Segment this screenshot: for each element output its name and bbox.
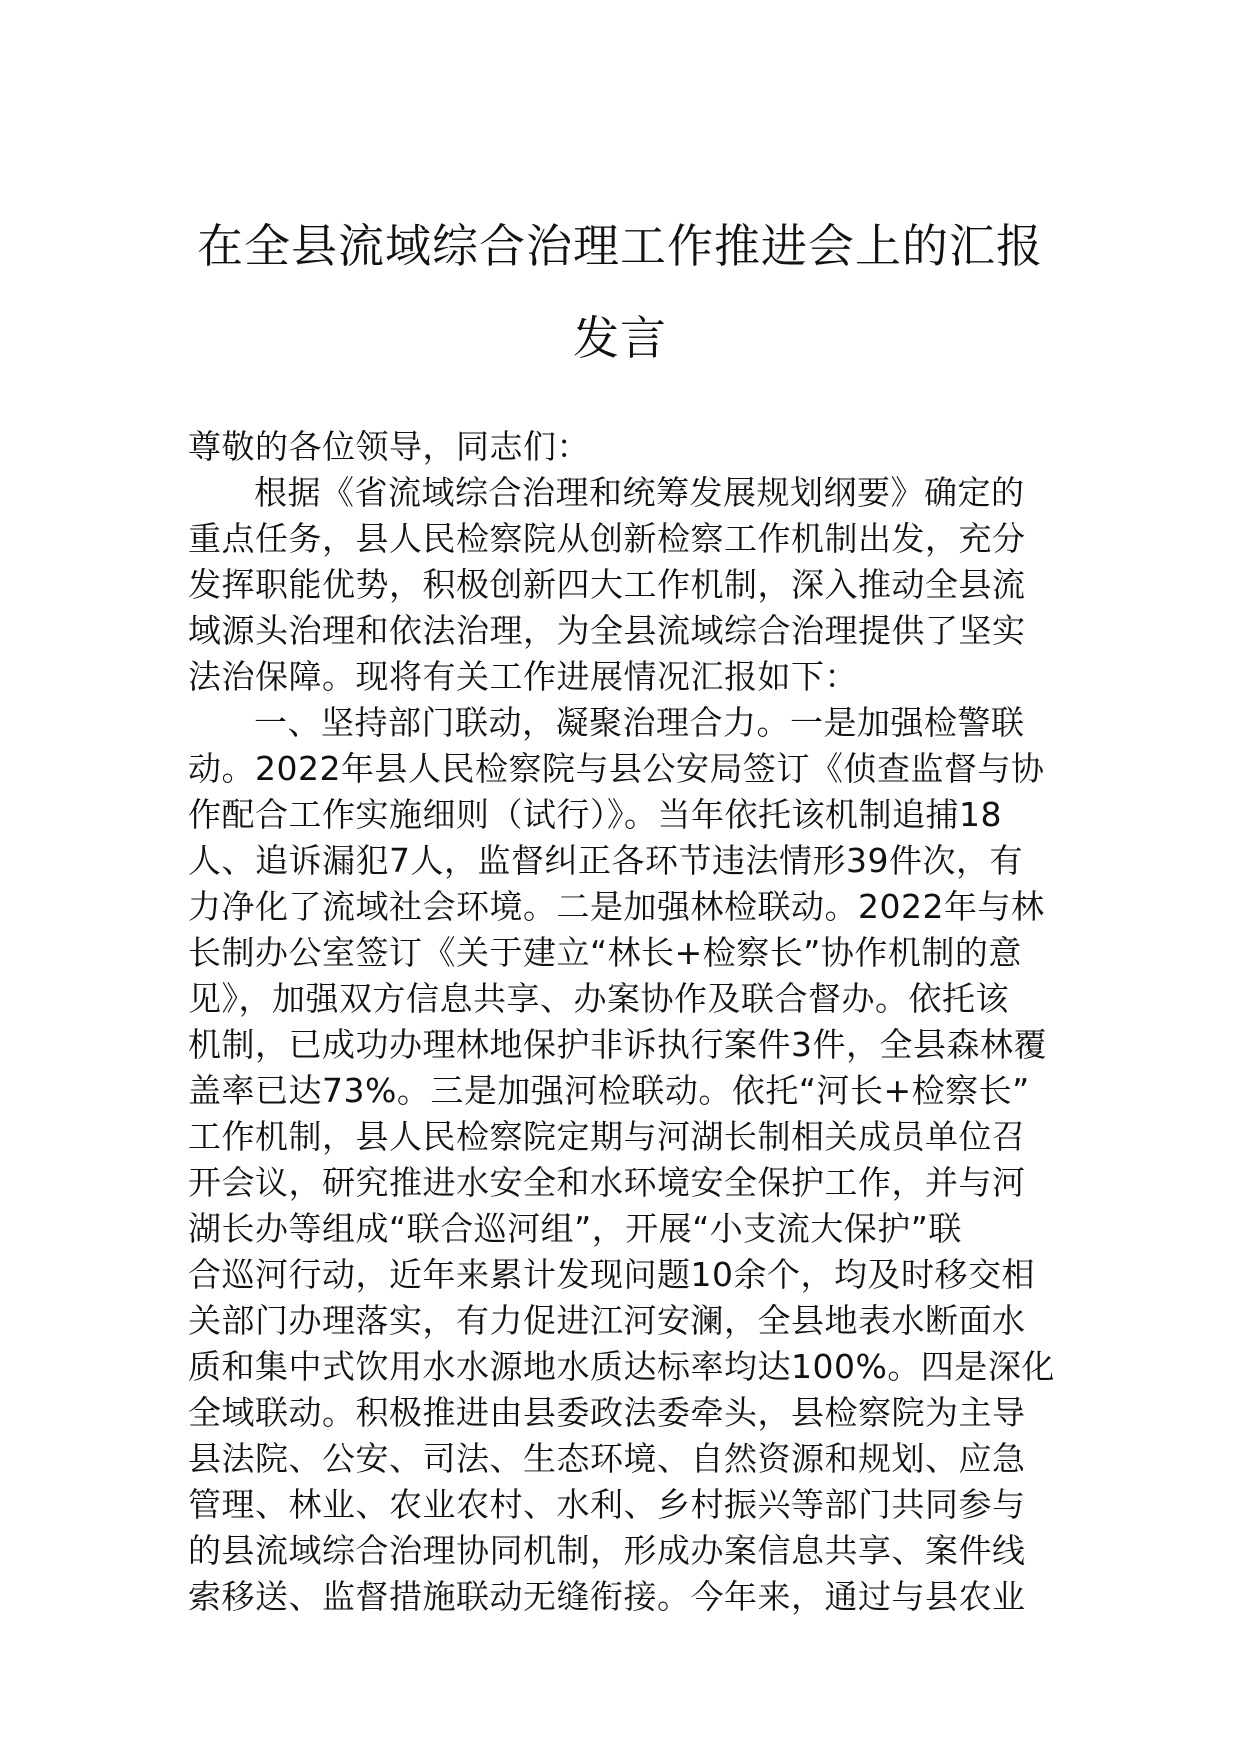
paragraph-line: 法治保障。现将有关工作进展情况汇报如下： <box>188 657 858 696</box>
paragraph-line: 长制办公室签订《关于建立“林长+检察长”协作机制的意 <box>188 933 1022 972</box>
paragraph-line: 力净化了流域社会环境。二是加强林检联动。2022年与林 <box>188 887 1045 926</box>
paragraph-line: 开会议，研究推进水安全和水环境安全保护工作，并与河 <box>188 1163 1026 1202</box>
paragraph-line: 盖率已达73%。三是加强河检联动。依托“河长+检察长” <box>188 1071 1030 1110</box>
paragraph-line: 一、坚持部门联动，凝聚治理合力。一是加强检警联 <box>254 703 1025 742</box>
paragraph-line: 重点任务，县人民检察院从创新检察工作机制出发，充分 <box>188 519 1026 558</box>
paragraph-line: 湖长办等组成“联合巡河组”，开展“小支流大保护”联 <box>188 1209 962 1248</box>
paragraph-line: 质和集中式饮用水水源地水质达标率均达100%。四是深化 <box>188 1347 1055 1386</box>
paragraph-line: 管理、林业、农业农村、水利、乡村振兴等部门共同参与 <box>188 1485 1026 1524</box>
paragraph-line: 县法院、公安、司法、生态环境、自然资源和规划、应急 <box>188 1439 1026 1478</box>
paragraph-line: 机制，已成功办理林地保护非诉执行案件3件，全县森林覆 <box>188 1025 1047 1064</box>
document-title-line-2: 发言 <box>573 311 667 365</box>
paragraph-line: 工作机制，县人民检察院定期与河湖长制相关成员单位召 <box>188 1117 1026 1156</box>
paragraph-line: 的县流域综合治理协同机制，形成办案信息共享、案件线 <box>188 1531 1026 1570</box>
paragraph-line: 发挥职能优势，积极创新四大工作机制，深入推动全县流 <box>188 565 1026 604</box>
paragraph-line: 作配合工作实施细则（试行）》。当年依托该机制追捕18 <box>188 795 1002 834</box>
paragraph-line: 关部门办理落实，有力促进江河安澜，全县地表水断面水 <box>188 1301 1026 1340</box>
paragraph-line: 动。2022年县人民检察院与县公安局签订《侦查监督与协 <box>188 749 1045 788</box>
paragraph-line: 人、追诉漏犯7人，监督纠正各环节违法情形39件次，有 <box>188 841 1023 880</box>
paragraph-line: 根据《省流域综合治理和统筹发展规划纲要》确定的 <box>254 473 1025 512</box>
paragraph-line: 见》，加强双方信息共享、办案协作及联合督办。依托该 <box>188 979 1009 1018</box>
document-title-line-1: 在全县流域综合治理工作推进会上的汇报 <box>197 219 1043 273</box>
salutation: 尊敬的各位领导，同志们： <box>188 427 590 466</box>
document-body <box>188 424 1068 1620</box>
paragraph-line: 全域联动。积极推进由县委政法委牵头，县检察院为主导 <box>188 1393 1026 1432</box>
paragraph-line: 合巡河行动，近年来累计发现问题10余个，均及时移交相 <box>188 1255 1035 1294</box>
paragraph-line: 域源头治理和依法治理，为全县流域综合治理提供了坚实 <box>188 611 1026 650</box>
paragraph-line: 索移送、监督措施联动无缝衔接。今年来，通过与县农业 <box>188 1577 1026 1616</box>
